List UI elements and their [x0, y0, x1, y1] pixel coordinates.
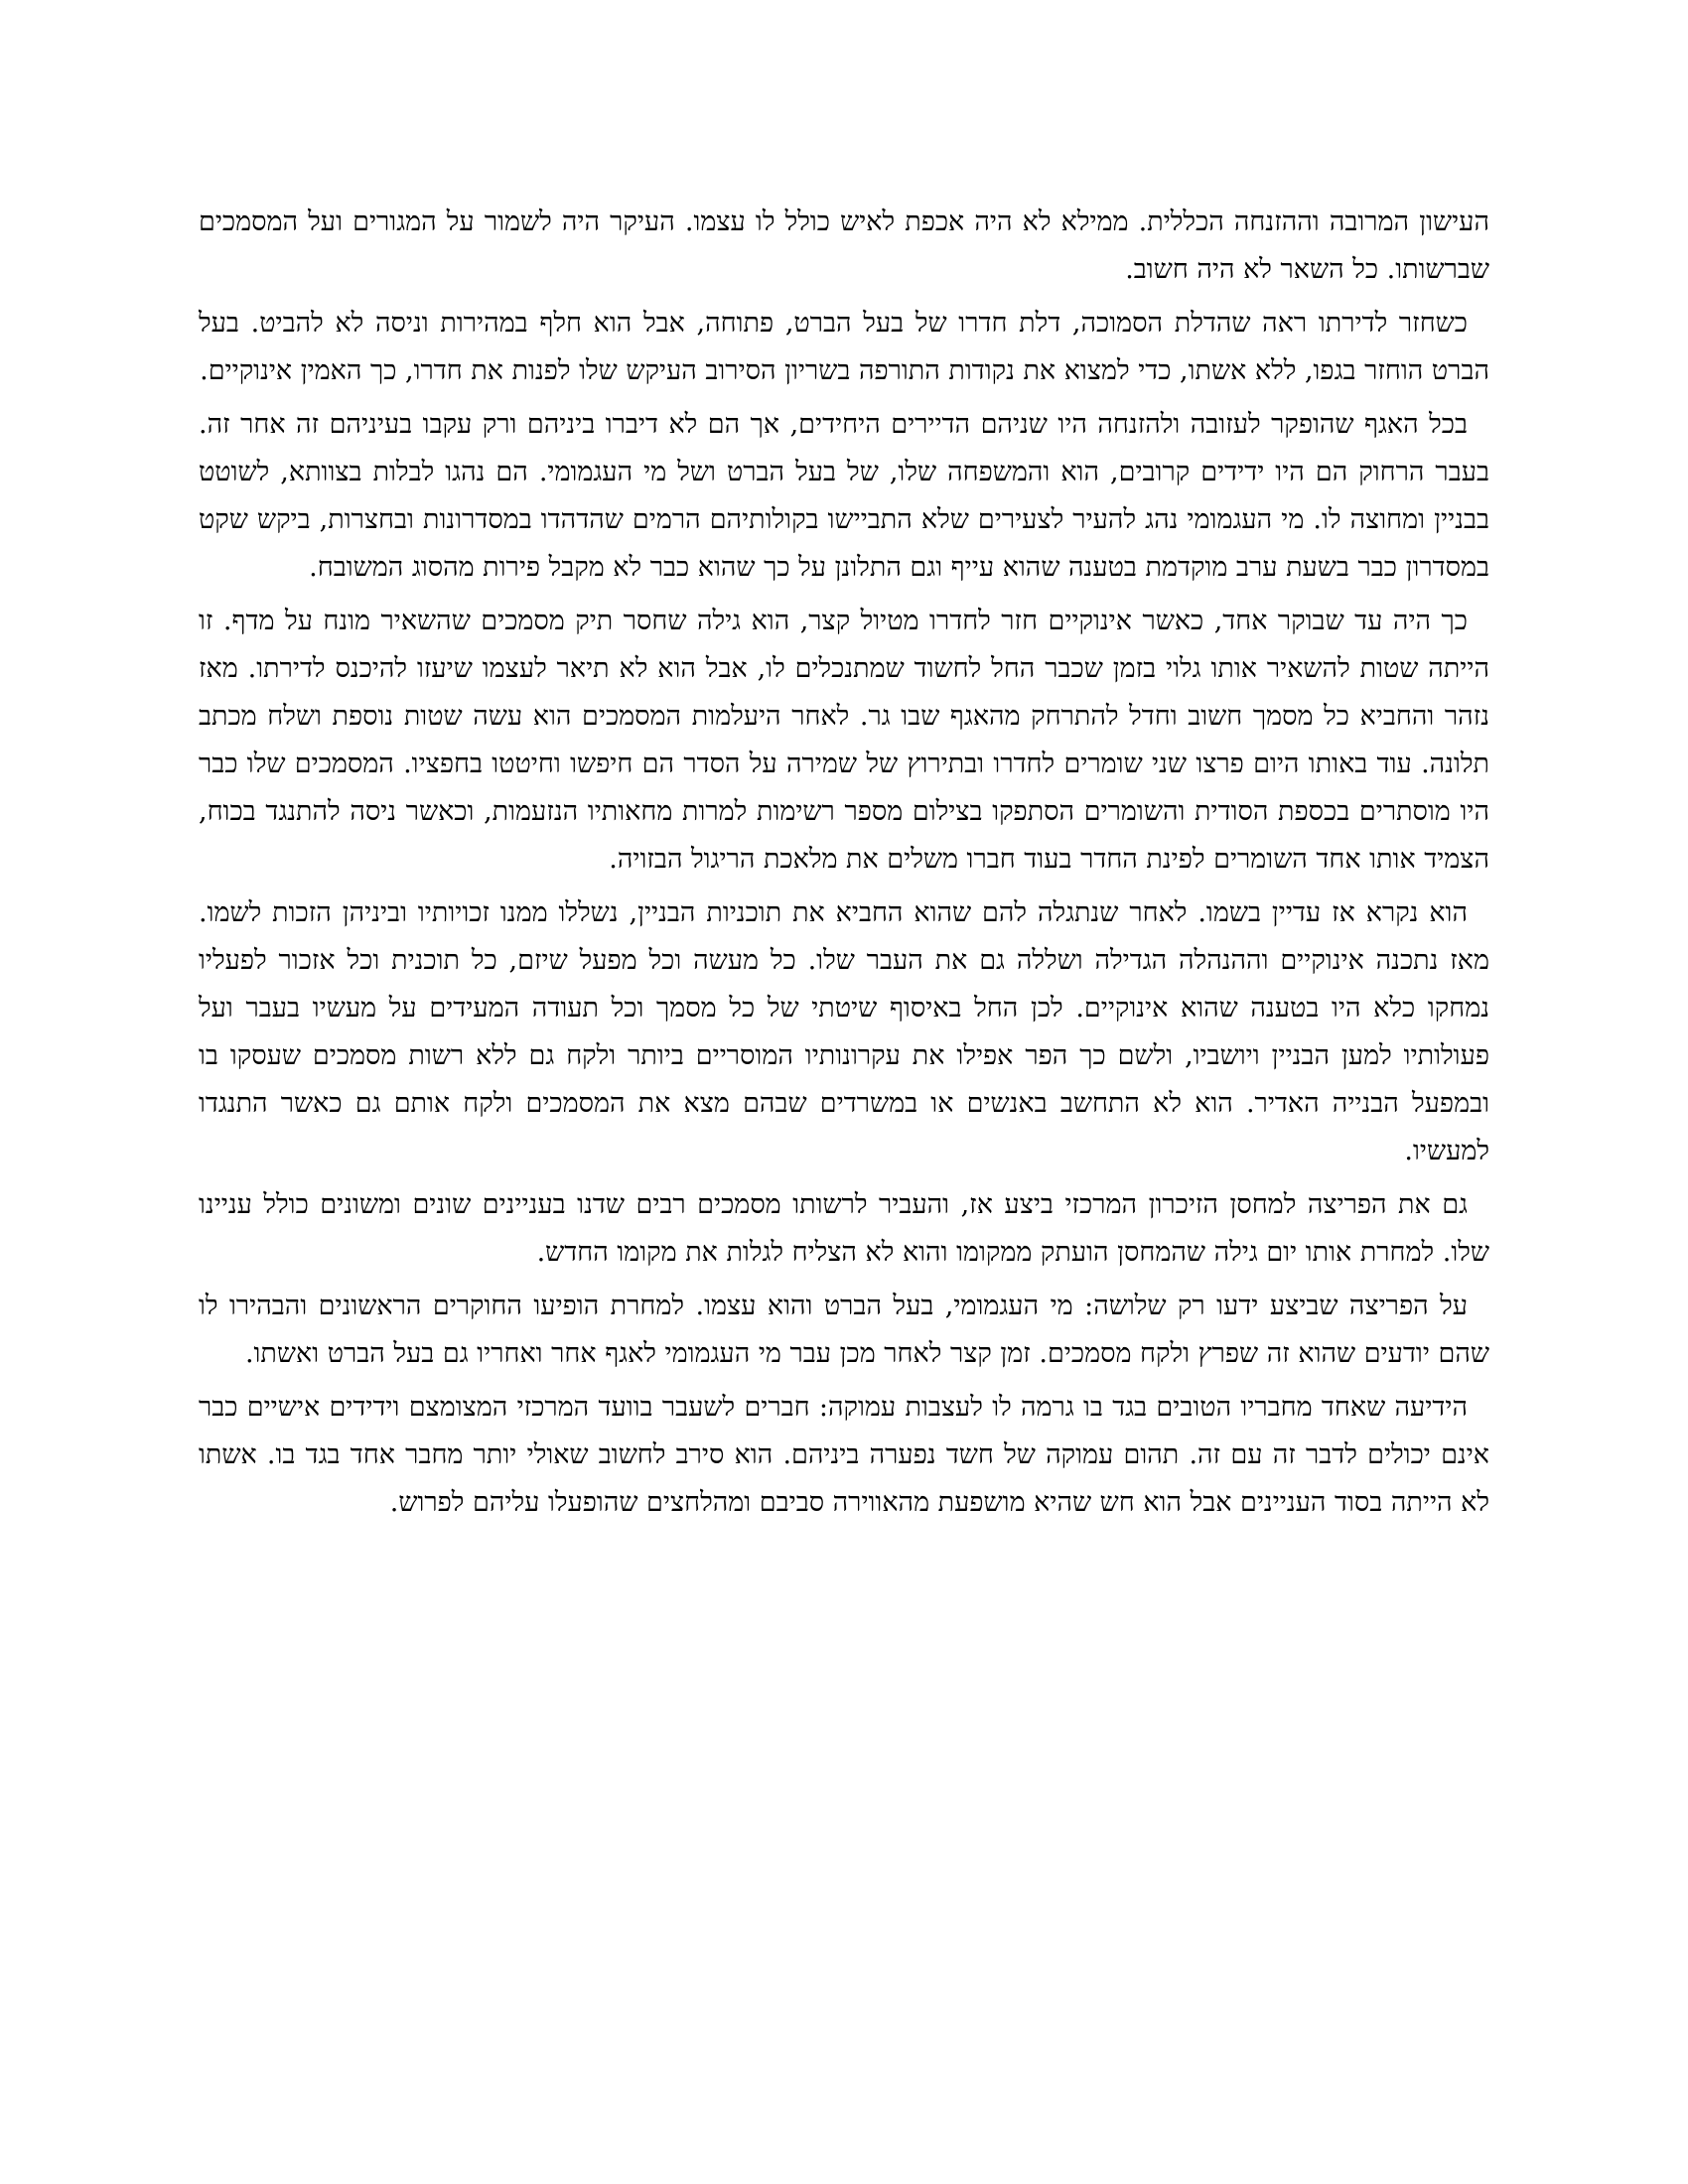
paragraph-6: גם את הפריצה למחסן הזיכרון המרכזי ביצע אז, והעביר לרשותו מסמכים רבים שדנו בעניינים שונים ומשונים כולל עניינו שלו. למחרת אותו יום גילה שהמחסן הועתק ממקומו והוא לא הצליח לגלות את מקומו החדש. [199, 1189, 1489, 1268]
paragraph-2: כשחזר לדירתו ראה שהדלת הסמוכה, דלת חדרו של בעל הברט, פתוחה, אבל הוא חלף במהירות וניסה לא להביט. בעל הברט הוחזר בגפו, ללא אשתו, כדי למצוא את נקודות התורפה בשריון הסירוב העיקש שלו לפנות את חדרו, כך האמין אינוקיים. [199, 308, 1489, 386]
document-page [199, 199, 1489, 1533]
paragraph-5: הוא נקרא אז עדיין בשמו. לאחר שנתגלה להם שהוא החביא את תוכניות הבניין, נשללו ממנו זכויותיו וביניהן הזכות לשמו. מאז נתכנה אינוקיים וההנהלה הגדילה ושללה גם את העבר שלו. כל מעשה וכל מפעל שיזם, כל תוכנית וכל אזכור לפעליו נמחקו כלא היו בטענה שהוא אינוקיים. לכן החל באיסוף שיטתי של כל מסמך וכל תעודה המעידים על מעשיו בעבר ועל פעולותיו למען הבניין ויושביו, ולשם כך הפר אפילו את עקרונותיו המוסריים ביותר ולקח גם ללא רשות מסמכים שעסקו בו ובמפעל הבנייה האדיר. הוא לא התחשב באנשים או במשרדים שבהם מצא את המסמכים ולקח אותם גם כאשר התנגדו למעשיו. [199, 897, 1489, 1166]
paragraph-4: כך היה עד שבוקר אחד, כאשר אינוקיים חזר לחדרו מטיול קצר, הוא גילה שחסר תיק מסמכים שהשאיר מונח על מדף. זו הייתה שטות להשאיר אותו גלוי בזמן שכבר החל לחשוד שמתנכלים לו, אבל הוא לא תיאר לעצמו שיעזו להיכנס לדירתו. מאז נזהר והחביא כל מסמך חשוב וחדל להתרחק מהאגף שבו גר. לאחר היעלמות המסמכים הוא עשה שטות נוספת ושלח מכתב תלונה. עוד באותו היום פרצו שני שומרים לחדרו ובתירוץ של שמירה על הסדר הם חיפשו וחיטטו בחפציו. המסמכים שלו כבר היו מוסתרים בכספת הסודית והשומרים הסתפקו בצילום מספר רשימות למרות מחאותיו הנזעמות, וכאשר ניסה להתנגד בכוח, הצמיד אותו אחד השומרים לפינת החדר בעוד חברו משלים את מלאכת הריגול הבזויה. [199, 606, 1489, 875]
paragraph-7: על הפריצה שביצע ידעו רק שלושה: מי העגמומי, בעל הברט והוא עצמו. למחרת הופיעו החוקרים הראשונים והבהירו לו שהם יודעים שהוא זה שפרץ ולקח מסמכים. זמן קצר לאחר מכן עבר מי העגמומי לאגף אחר ואחריו גם בעל הברט ואשתו. [199, 1291, 1489, 1369]
paragraph-8: הידיעה שאחד מחבריו הטובים בגד בו גרמה לו לעצבות עמוקה: חברים לשעבר בוועד המרכזי המצומצם וידידים אישיים כבר אינם יכולים לדבר זה עם זה. תהום עמוקה של חשד נפערה ביניהם. הוא סירב לחשוב שאולי יותר מחבר אחד בגד בו. אשתו לא הייתה בסוד העניינים אבל הוא חש שהיא מושפעת מהאווירה סביבם ומהלחצים שהופעלו עליהם לפרוש. [199, 1392, 1489, 1518]
paragraph-3: בכל האגף שהופקר לעזובה ולהזנחה היו שניהם הדיירים היחידים, אך הם לא דיברו ביניהם ורק עקבו בעיניהם זה אחר זה. בעבר הרחוק הם היו ידידים קרובים, הוא והמשפחה שלו, של בעל הברט ושל מי העגמומי. הם נהגו לבלות בצוותא, לשוטט בבניין ומחוצה לו. מי העגמומי נהג להעיר לצעירים שלא התביישו בקולותיהם הרמים שהדהדו במסדרונות ובחצרות, ביקש שקט במסדרון כבר בשעת ערב מוקדמת בטענה שהוא עייף וגם התלונן על כך שהוא כבר לא מקבל פירות מהסוג המשובח. [199, 409, 1489, 583]
paragraph-1: העישון המרובה וההזנחה הכללית. ממילא לא היה אכפת לאיש כולל לו עצמו. העיקר היה לשמור על המגורים ועל המסמכים שברשותו. כל השאר לא היה חשוב. [199, 206, 1489, 285]
